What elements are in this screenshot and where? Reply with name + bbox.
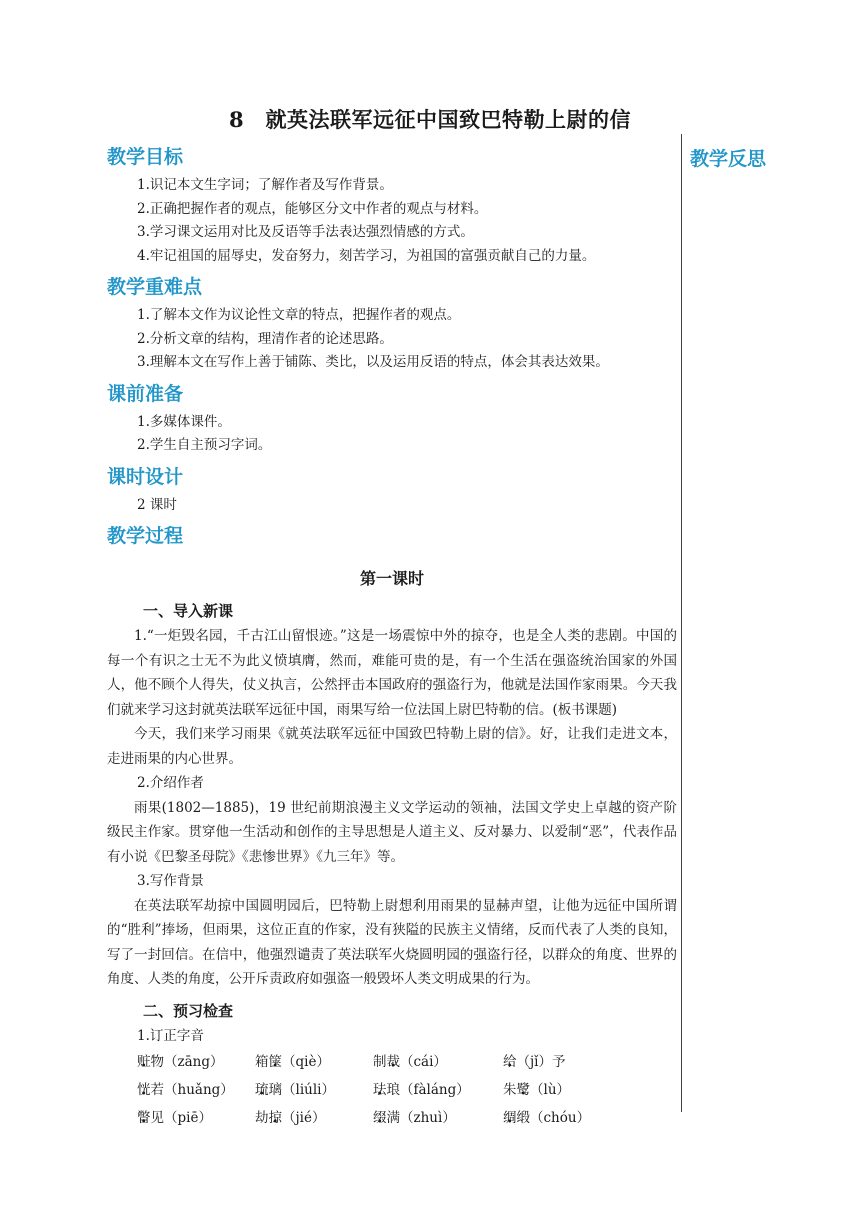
sub-heading: 1.订正字音 [137,1027,204,1044]
word-row [137,1048,677,1076]
goal-item: 2.正确把握作者的观点，能够区分文中作者的观点与材料。 [137,200,488,217]
sub-heading: 3.写作背景 [137,873,204,889]
word-entry: 恍若（huǎng） [137,1082,234,1098]
word-entry: 劫掠（jié） [255,1110,326,1126]
section-heading-process: 教学过程 [107,525,184,547]
part-heading: 一、导入新课 [143,602,234,620]
paragraph: 今天，我们来学习雨果《就英法联军远征中国致巴特勒上尉的信》。好，让我们走进文本，走进雨果的内心世界。 [107,726,677,767]
word-row [137,1104,677,1132]
section-heading-goals: 教学目标 [107,146,184,168]
column-divider [681,134,682,1112]
page-title: 8 就英法联军远征中国致巴特勒上尉的信 [228,107,632,132]
word-entry: 绸缎（chóu） [503,1110,591,1126]
goal-item: 1.识记本文生字词；了解作者及写作背景。 [137,177,393,193]
word-row [137,1076,677,1104]
word-entry: 箱箧（qiè） [255,1054,330,1070]
part-heading: 二、预习检查 [143,1001,234,1020]
word-entry: 瞥见（piē） [137,1110,212,1126]
sub-heading: 2.介绍作者 [137,775,204,791]
paragraph: 1.“一炬毁名园，千古江山留恨迹。”这是一场震惊中外的掠夺，也是全人类的悲剧。中国的每一个有识之士无不为此义愤填膺，然而，难能可贵的是，有一个生活在强盗统治国家的外国人，他不顾个人得失，仗义执言，公然抨击本国政府的强盗行为，他就是法国作家雨果。今天我们就来学习这封就英法联军远征中国，雨果写给一位法国上尉巴特勒的信。(板书课题) [107,628,677,718]
word-entry: 珐琅（fàláng） [373,1082,470,1098]
section-heading-hours: 课时设计 [107,465,184,488]
word-entry: 缀满（zhuì） [373,1110,456,1126]
key-point-item: 2.分析文章的结构，理清作者的论述思路。 [137,330,393,347]
word-entry: 给（jǐ）予 [503,1054,566,1070]
paragraph: 雨果(1802—1885)，19 世纪前期浪漫主义文学运动的领袖，法国文学史上卓越的资产阶级民主作家。贯穿他一生活动和创作的主导思想是人道主义、反对暴力、以爱制“恶”，代表作品有小说《巴黎圣母院》《悲惨世界》《九三年》等。 [107,799,677,865]
hours-item: 2 课时 [137,496,177,513]
key-point-item: 3.理解本文在写作上善于铺陈、类比，以及运用反语的特点，体会其表达效果。 [137,354,609,370]
section-heading-prep: 课前准备 [107,382,184,405]
main-content [107,144,677,1132]
word-entry: 制裁（cái） [373,1054,447,1070]
goal-item: 3.学习课文运用对比及反语等手法表达强烈情感的方式。 [137,224,474,240]
word-entry: 朱鹭（lù） [503,1082,571,1098]
goal-item: 4.牢记祖国的屈辱史，发奋努力，刻苦学习，为祖国的富强贡献自己的力量。 [137,247,596,264]
paragraph: 在英法联军劫掠中国圆明园后，巴特勒上尉想利用雨果的显赫声望，让他为远征中国所谓的“胜利”捧场，但雨果，这位正直的作家，没有狭隘的民族主义情绪，反而代表了人类的良知，写了一封回信。在信中，他强烈谴责了英法联军火烧圆明园的强盗行径，以群众的角度、世界的角度、人类的角度，公开斥责政府如强盗一般毁坏人类文明成果的行为。 [107,897,677,987]
prep-item: 1.多媒体课件。 [137,413,231,430]
prep-item: 2.学生自主预习字词。 [137,437,272,453]
pronunciation-list [107,1048,677,1132]
reflection-heading: 教学反思 [690,148,767,170]
lesson-title: 第一课时 [359,569,424,588]
section-heading-key-points: 教学重难点 [107,276,203,298]
word-entry: 琉璃（liúli） [255,1082,335,1098]
key-point-item: 1.了解本文作为议论性文章的特点，把握作者的观点。 [137,307,461,323]
word-entry: 赃物（zāng） [137,1054,224,1070]
